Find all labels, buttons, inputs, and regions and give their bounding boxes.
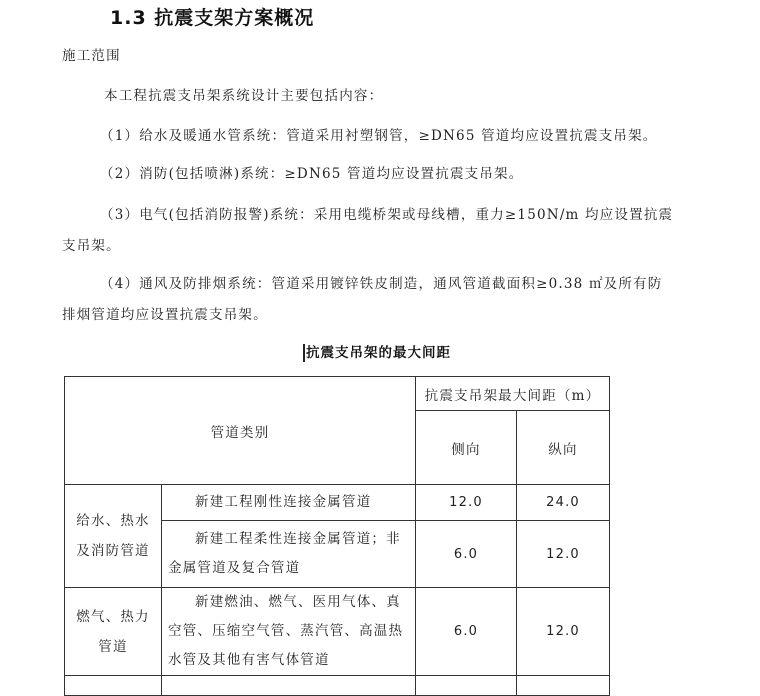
item-4-line1: （4）通风及防排烟系统：管道采用镀锌铁皮制造，通风管道截面积≥0.38 ㎡及所有防 <box>100 276 663 292</box>
lateral-value: 12.0 <box>416 485 517 521</box>
item-1: （1）给水及暖通水管系统：管道采用衬塑钢管，≥DN65 管道均应设置抗震支吊架。 <box>100 128 658 144</box>
lateral-value: 6.0 <box>416 521 517 588</box>
pipe-type: 新建工程刚性连接金属管道 <box>162 485 416 521</box>
pipe-type: 新建工程柔性连接金属管道；非金属管道及复合管道 <box>162 521 416 588</box>
spacing-table <box>64 376 610 696</box>
table-row <box>65 485 610 521</box>
header-lateral: 侧向 <box>416 411 517 485</box>
table-row <box>65 588 610 676</box>
longitudinal-value: 12.0 <box>517 588 610 676</box>
longitudinal-value: 12.0 <box>517 521 610 588</box>
pipe-type: 新建燃油、燃气、医用气体、真空管、压缩空气管、蒸汽管、高温热水管及其他有害气体管道 <box>162 588 416 676</box>
table-row-partial <box>65 676 610 696</box>
item-2: （2）消防(包括喷淋)系统：≥DN65 管道均应设置抗震支吊架。 <box>100 166 524 182</box>
lateral-value: 6.0 <box>416 588 517 676</box>
section-label: 施工范围 <box>62 48 121 64</box>
item-3-line2: 支吊架。 <box>62 238 121 254</box>
longitudinal-value: 24.0 <box>517 485 610 521</box>
item-4-line2: 排烟管道均应设置抗震支吊架。 <box>62 307 268 323</box>
group-name: 给水、热水及消防管道 <box>65 485 162 588</box>
header-category: 管道类别 <box>65 377 416 485</box>
table-caption: 抗震支吊架的最大间距 <box>303 344 451 362</box>
group-name: 燃气、热力管道 <box>65 588 162 676</box>
section-heading: 1.3 抗震支架方案概况 <box>110 7 315 29</box>
intro-paragraph: 本工程抗震支吊架系统设计主要包括内容： <box>104 88 384 104</box>
header-spacing: 抗震支吊架最大间距（m） <box>416 377 610 411</box>
header-longitudinal: 纵向 <box>517 411 610 485</box>
item-3-line1: （3）电气(包括消防报警)系统：采用电缆桥架或母线槽，重力≥150N/m 均应设置抗震 <box>100 207 674 223</box>
